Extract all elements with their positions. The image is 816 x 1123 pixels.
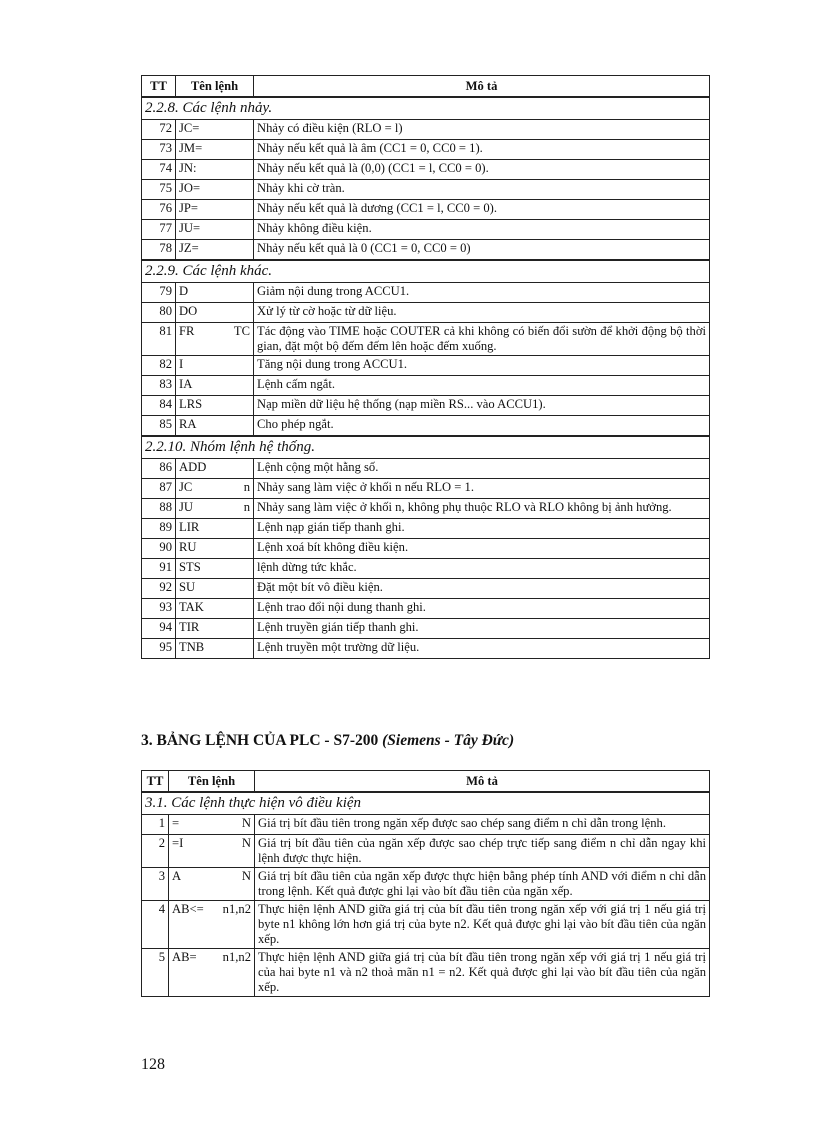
- command-description: Giá trị bít đầu tiên của ngăn xếp được thực hiện bằng phép tính AND với điểm n chỉ dẫn trong lệnh. Kết quả được ghi lại vào bít đầu tiên của ngăn xếp.: [255, 868, 710, 901]
- command-name-wrap: [179, 357, 250, 372]
- header-tt: TT: [142, 76, 176, 98]
- table-row: [142, 619, 710, 639]
- command-name: LIR: [179, 520, 200, 534]
- command-name: JO=: [179, 181, 201, 195]
- table-row: [142, 459, 710, 479]
- command-name-wrap: [179, 141, 250, 156]
- section-title: 2.2.10. Nhóm lệnh hệ thống.: [142, 436, 710, 459]
- row-number: 80: [142, 303, 176, 323]
- table-row: [142, 180, 710, 200]
- command-name: I: [179, 357, 184, 371]
- command-name-wrap: [179, 324, 250, 339]
- command-description: Nhảy không điều kiện.: [254, 220, 710, 240]
- row-number: 86: [142, 459, 176, 479]
- command-name-wrap: [179, 304, 250, 319]
- command-description: Nhảy nếu kết quả là dương (CC1 = l, CC0 = 0).: [254, 200, 710, 220]
- command-description: Giá trị bít đầu tiên trong ngăn xếp được sao chép sang điểm n chỉ dẫn trong lệnh.: [255, 815, 710, 835]
- row-number: 3: [142, 868, 169, 901]
- command-name-wrap: [179, 161, 250, 176]
- command-name-wrap: [172, 950, 251, 965]
- command-name-wrap: [179, 241, 250, 256]
- command-cell: [176, 356, 254, 376]
- command-cell: [176, 519, 254, 539]
- command-name: TNB: [179, 640, 205, 654]
- row-number: 81: [142, 323, 176, 356]
- command-cell: [176, 479, 254, 499]
- command-name-wrap: [179, 600, 250, 615]
- command-cell: [176, 160, 254, 180]
- command-description: Lệnh cấm ngắt.: [254, 376, 710, 396]
- table-body: [142, 97, 710, 659]
- command-cell: [176, 303, 254, 323]
- command-cell: [176, 200, 254, 220]
- table-row: [142, 120, 710, 140]
- row-number: 90: [142, 539, 176, 559]
- command-name-wrap: [172, 902, 251, 917]
- row-number: 95: [142, 639, 176, 659]
- table-row: [142, 396, 710, 416]
- command-table-s5: [141, 75, 710, 659]
- command-name-wrap: [179, 520, 250, 535]
- table-row: [142, 479, 710, 499]
- command-cell: [176, 140, 254, 160]
- section-heading: [141, 732, 741, 750]
- row-number: 84: [142, 396, 176, 416]
- table-row: [142, 901, 710, 949]
- command-name: TAK: [179, 600, 204, 614]
- command-name: JC: [179, 480, 193, 494]
- row-number: 83: [142, 376, 176, 396]
- command-description: Giảm nội dung trong ACCU1.: [254, 283, 710, 303]
- command-name: AB<=: [172, 902, 204, 916]
- table-row: [142, 160, 710, 180]
- command-name: D: [179, 284, 189, 298]
- command-name-wrap: [172, 869, 251, 884]
- row-number: 72: [142, 120, 176, 140]
- command-cell: [176, 396, 254, 416]
- row-number: 91: [142, 559, 176, 579]
- table-row: [142, 220, 710, 240]
- command-description: Lệnh truyền gián tiếp thanh ghi.: [254, 619, 710, 639]
- section-row: [142, 792, 710, 815]
- command-description: Xử lý từ cờ hoặc từ dữ liệu.: [254, 303, 710, 323]
- command-name-wrap: [179, 560, 250, 575]
- command-name: JU: [179, 500, 193, 514]
- command-name-wrap: [179, 460, 250, 475]
- page-number: 128: [141, 1056, 165, 1073]
- command-description: Nhảy khi cờ tràn.: [254, 180, 710, 200]
- command-name: RU: [179, 540, 197, 554]
- table-row: [142, 599, 710, 619]
- command-cell: [176, 283, 254, 303]
- command-arg: N: [241, 816, 251, 830]
- command-name: JN:: [179, 161, 197, 175]
- command-description: lệnh dừng tức khắc.: [254, 559, 710, 579]
- command-name: IA: [179, 377, 193, 391]
- command-name-wrap: [179, 620, 250, 635]
- command-arg: n1,n2: [222, 902, 251, 916]
- row-number: 79: [142, 283, 176, 303]
- row-number: 78: [142, 240, 176, 261]
- command-description: Nhảy nếu kết quả là (0,0) (CC1 = l, CC0 = 0).: [254, 160, 710, 180]
- command-description: Tăng nội dung trong ACCU1.: [254, 356, 710, 376]
- command-name: JP=: [179, 201, 199, 215]
- command-cell: [176, 220, 254, 240]
- command-name: SU: [179, 580, 196, 594]
- command-description: Thực hiện lệnh AND giữa giá trị của bít đầu tiên trong ngăn xếp với giá trị 1 nếu giá trị của hai byte n1 và n2 thoả mãn n1 = n2. Kết quả được ghi lại vào bít đầu tiên của ngăn xếp.: [255, 949, 710, 997]
- table-row: [142, 539, 710, 559]
- command-arg: n: [243, 500, 250, 514]
- table-row: [142, 140, 710, 160]
- header-name: Tên lệnh: [176, 76, 254, 98]
- header-desc: Mô tả: [254, 76, 710, 98]
- command-cell: [176, 323, 254, 356]
- command-description: Nhảy có điều kiện (RLO = l): [254, 120, 710, 140]
- command-cell: [169, 949, 255, 997]
- section-title: 3.1. Các lệnh thực hiện vô điều kiện: [142, 792, 710, 815]
- table-row: [142, 356, 710, 376]
- command-name-wrap: [179, 201, 250, 216]
- table-row: [142, 949, 710, 997]
- command-cell: [169, 835, 255, 868]
- command-name: JU=: [179, 221, 201, 235]
- command-description: Lệnh trao đổi nội dung thanh ghi.: [254, 599, 710, 619]
- table-row: [142, 499, 710, 519]
- command-arg: n: [243, 480, 250, 494]
- command-description: Đặt một bít vô điều kiện.: [254, 579, 710, 599]
- command-name-wrap: [179, 540, 250, 555]
- command-description: Lệnh truyền một trường dữ liệu.: [254, 639, 710, 659]
- table-row: [142, 559, 710, 579]
- command-name-wrap: [179, 397, 250, 412]
- header-desc: Mô tả: [255, 771, 710, 793]
- heading-sub: (Siemens - Tây Đức): [382, 732, 515, 749]
- command-name: DO: [179, 304, 198, 318]
- command-name: FR: [179, 324, 195, 338]
- table-row: [142, 303, 710, 323]
- table-header-row: [142, 771, 710, 793]
- command-name-wrap: [179, 480, 250, 495]
- table-row: [142, 639, 710, 659]
- row-number: 89: [142, 519, 176, 539]
- command-name: ADD: [179, 460, 207, 474]
- table-row: [142, 200, 710, 220]
- table-row: [142, 868, 710, 901]
- command-cell: [169, 901, 255, 949]
- command-description: Lệnh nạp gián tiếp thanh ghi.: [254, 519, 710, 539]
- command-arg: N: [241, 869, 251, 883]
- command-arg: n1,n2: [222, 950, 251, 964]
- row-number: 2: [142, 835, 169, 868]
- command-cell: [176, 120, 254, 140]
- command-name-wrap: [172, 816, 251, 831]
- command-name: A: [172, 869, 182, 883]
- row-number: 5: [142, 949, 169, 997]
- command-arg: TC: [233, 324, 250, 338]
- table-body: [142, 792, 710, 997]
- command-name: AB=: [172, 950, 197, 964]
- header-tt: TT: [142, 771, 169, 793]
- command-name: STS: [179, 560, 201, 574]
- command-cell: [176, 416, 254, 437]
- command-name: JZ=: [179, 241, 199, 255]
- command-name-wrap: [179, 377, 250, 392]
- command-description: Nhảy nếu kết quả là 0 (CC1 = 0, CC0 = 0): [254, 240, 710, 261]
- command-description: Thực hiện lệnh AND giữa giá trị của bít đầu tiên trong ngăn xếp với giá trị 1 nếu giá trị byte n1 không lớn hơn giá trị của byte n2. Kết quả được ghi lại vào bít đầu tiên của ngăn xếp.: [255, 901, 710, 949]
- row-number: 87: [142, 479, 176, 499]
- command-name: RA: [179, 417, 197, 431]
- command-name: =: [172, 816, 180, 830]
- header-name: Tên lệnh: [169, 771, 255, 793]
- table-header-row: [142, 76, 710, 98]
- section-title: 2.2.8. Các lệnh nhảy.: [142, 97, 710, 120]
- table-row: [142, 416, 710, 437]
- table-row: [142, 240, 710, 261]
- command-cell: [176, 459, 254, 479]
- row-number: 73: [142, 140, 176, 160]
- row-number: 1: [142, 815, 169, 835]
- table-row: [142, 323, 710, 356]
- row-number: 85: [142, 416, 176, 437]
- command-cell: [176, 240, 254, 261]
- row-number: 93: [142, 599, 176, 619]
- command-description: Tác động vào TIME hoặc COUTER cả khi không có biến đổi sườn để khởi động bộ thời gian, đặt một bộ đếm đếm lên hoặc đếm xuống.: [254, 323, 710, 356]
- row-number: 94: [142, 619, 176, 639]
- command-cell: [176, 639, 254, 659]
- row-number: 74: [142, 160, 176, 180]
- command-name-wrap: [179, 580, 250, 595]
- command-description: Nhảy nếu kết quả là âm (CC1 = 0, CC0 = 1).: [254, 140, 710, 160]
- row-number: 75: [142, 180, 176, 200]
- heading-main: 3. BẢNG LỆNH CỦA PLC - S7-200: [141, 732, 383, 749]
- command-name: TIR: [179, 620, 200, 634]
- section-row: [142, 436, 710, 459]
- command-description: Nạp miền dữ liệu hệ thống (nạp miền RS... vào ACCU1).: [254, 396, 710, 416]
- row-number: 77: [142, 220, 176, 240]
- table-row: [142, 376, 710, 396]
- command-description: Giá trị bít đầu tiên của ngăn xếp được sao chép trực tiếp sang điểm n chỉ dẫn ngay khi lệnh được thực hiện.: [255, 835, 710, 868]
- command-name-wrap: [179, 640, 250, 655]
- section-row: [142, 97, 710, 120]
- command-cell: [176, 376, 254, 396]
- command-description: Nhảy sang làm việc ở khối n, không phụ thuộc RLO và RLO không bị ảnh hưởng.: [254, 499, 710, 519]
- table-row: [142, 579, 710, 599]
- command-name: LRS: [179, 397, 203, 411]
- table-row: [142, 283, 710, 303]
- command-name-wrap: [179, 284, 250, 299]
- command-cell: [176, 180, 254, 200]
- row-number: 88: [142, 499, 176, 519]
- command-name: JM=: [179, 141, 203, 155]
- command-cell: [176, 499, 254, 519]
- row-number: 92: [142, 579, 176, 599]
- command-name-wrap: [179, 417, 250, 432]
- command-description: Cho phép ngắt.: [254, 416, 710, 437]
- command-cell: [176, 619, 254, 639]
- row-number: 76: [142, 200, 176, 220]
- command-cell: [176, 599, 254, 619]
- command-cell: [176, 579, 254, 599]
- command-name: =I: [172, 836, 184, 850]
- command-table-s7-200: [141, 770, 710, 997]
- command-name-wrap: [179, 121, 250, 136]
- command-description: Lệnh cộng một hằng số.: [254, 459, 710, 479]
- command-description: Lệnh xoá bít không điều kiện.: [254, 539, 710, 559]
- command-cell: [169, 868, 255, 901]
- table-row: [142, 815, 710, 835]
- command-description: Nhảy sang làm việc ở khối n nếu RLO = 1.: [254, 479, 710, 499]
- command-cell: [176, 559, 254, 579]
- row-number: 82: [142, 356, 176, 376]
- section-title: 2.2.9. Các lệnh khác.: [142, 260, 710, 283]
- command-name: JC=: [179, 121, 200, 135]
- table-row: [142, 835, 710, 868]
- command-name-wrap: [179, 181, 250, 196]
- command-name-wrap: [179, 221, 250, 236]
- row-number: 4: [142, 901, 169, 949]
- table-row: [142, 519, 710, 539]
- command-name-wrap: [172, 836, 251, 851]
- command-arg: N: [241, 836, 251, 850]
- command-name-wrap: [179, 500, 250, 515]
- section-row: [142, 260, 710, 283]
- command-cell: [176, 539, 254, 559]
- command-cell: [169, 815, 255, 835]
